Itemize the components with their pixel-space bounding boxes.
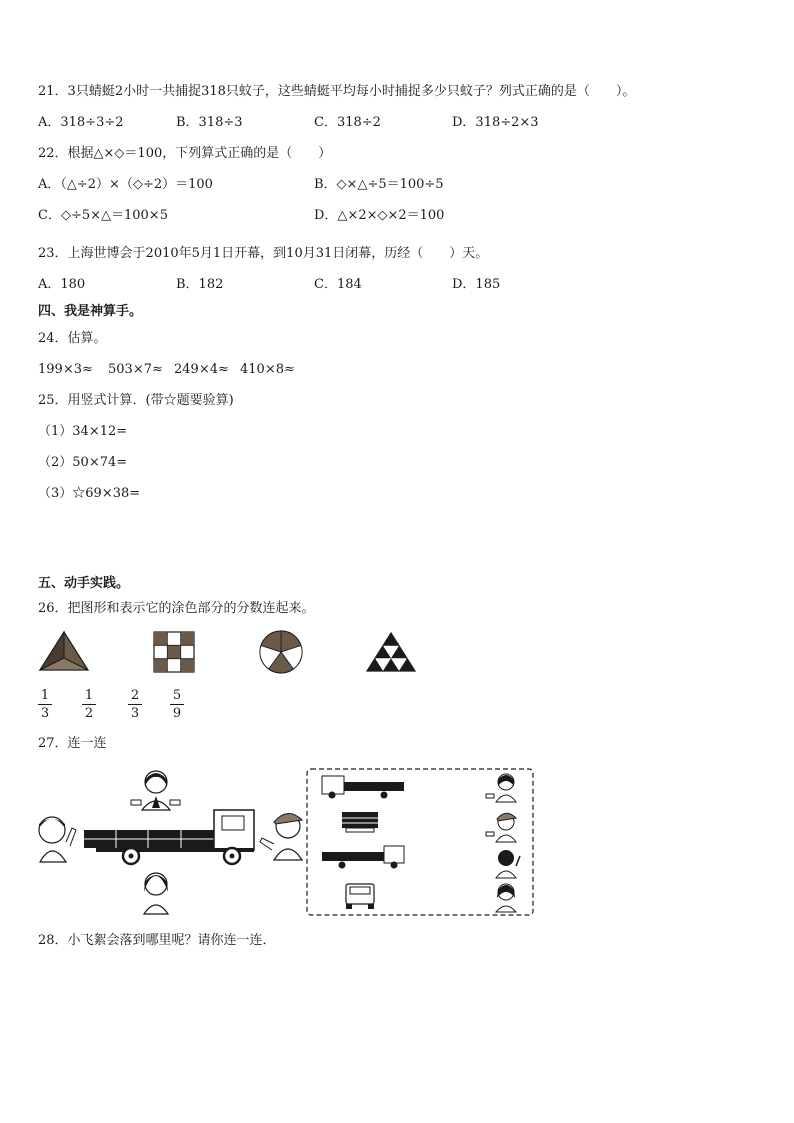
fraction-numerator: 2 [130, 688, 140, 703]
q21-option-c[interactable]: C．318÷2 [314, 115, 381, 130]
fraction-two-thirds [128, 688, 142, 721]
q21-stem: 21．3只蜻蜓2小时一共捕捉318只蚊子，这些蜻蜓平均每小时捕捉多少只蚊子？列式正确的是（ ）。 [38, 84, 636, 99]
q21-option-d[interactable]: D．318÷2×3 [452, 115, 539, 130]
fraction-numerator: 5 [172, 688, 182, 703]
child-right-icon [260, 813, 302, 860]
q22-option-d[interactable]: D．△×2×◇×2＝100 [314, 208, 445, 223]
q22-option-a[interactable]: A．（△÷2）×（◇÷2）＝100 [38, 177, 213, 192]
views-matching-box [306, 768, 534, 916]
fraction-one-third [38, 688, 52, 721]
q22-option-c[interactable]: C．◇÷5×△＝100×5 [38, 208, 168, 223]
q24-item-4: 410×8≈ [240, 362, 295, 377]
section-5-heading: 五、动手实践。 [38, 576, 130, 591]
fraction-denominator: 2 [84, 706, 94, 721]
q22-stem: 22．根据△×◇＝100，下列算式正确的是（ ） [38, 146, 332, 161]
q25-item-2: （2）50×74= [38, 455, 128, 470]
q23-option-a[interactable]: A．180 [38, 277, 86, 292]
triangle-grid-shape [366, 632, 416, 672]
child-left-icon [39, 817, 76, 862]
q25-item-3: （3）☆69×38= [38, 486, 141, 501]
fraction-five-ninths [170, 688, 184, 721]
q22-option-b[interactable]: B．◇×△÷5＝100÷5 [314, 177, 444, 192]
q27-stem: 27．连一连 [38, 736, 107, 751]
q25-stem: 25．用竖式计算．(带☆题要验算) [38, 393, 234, 408]
truck-side-icon [84, 810, 254, 864]
truck-top-view-icon [342, 812, 378, 832]
fraction-denominator: 3 [40, 706, 50, 721]
q28-stem: 28．小飞絮会落到哪里呢？请你连一连． [38, 933, 276, 948]
child-top-icon [131, 771, 180, 810]
fraction-numerator: 1 [40, 688, 50, 703]
q24-stem: 24．估算。 [38, 331, 107, 346]
fraction-denominator: 3 [130, 706, 140, 721]
q23-option-b[interactable]: B．182 [176, 277, 224, 292]
q23-option-c[interactable]: C．184 [314, 277, 362, 292]
q21-option-b[interactable]: B．318÷3 [176, 115, 243, 130]
q24-item-2: 503×7≈ [108, 362, 163, 377]
pie-circle-shape [258, 629, 304, 675]
checkered-square-shape [154, 632, 194, 672]
q26-stem: 26．把图形和表示它的涂色部分的分数连起来。 [38, 601, 315, 616]
truck-scene-illustration [36, 768, 306, 918]
q23-option-d[interactable]: D．185 [452, 277, 501, 292]
section-4-heading: 四、我是神算手。 [38, 304, 143, 319]
q23-stem: 23．上海世博会于2010年5月1日开幕，到10月31日闭幕，历经（ ）天。 [38, 246, 489, 261]
child-bottom-icon [144, 873, 168, 914]
fraction-one-half [82, 688, 96, 721]
fraction-denominator: 9 [172, 706, 182, 721]
triangle-shape-thirds [38, 630, 90, 672]
q21-option-a[interactable]: A．318÷3÷2 [38, 115, 124, 130]
q24-item-3: 249×4≈ [174, 362, 229, 377]
q24-item-1: 199×3≈ [38, 362, 93, 377]
q25-item-1: （1）34×12= [38, 424, 128, 439]
fraction-numerator: 1 [84, 688, 94, 703]
